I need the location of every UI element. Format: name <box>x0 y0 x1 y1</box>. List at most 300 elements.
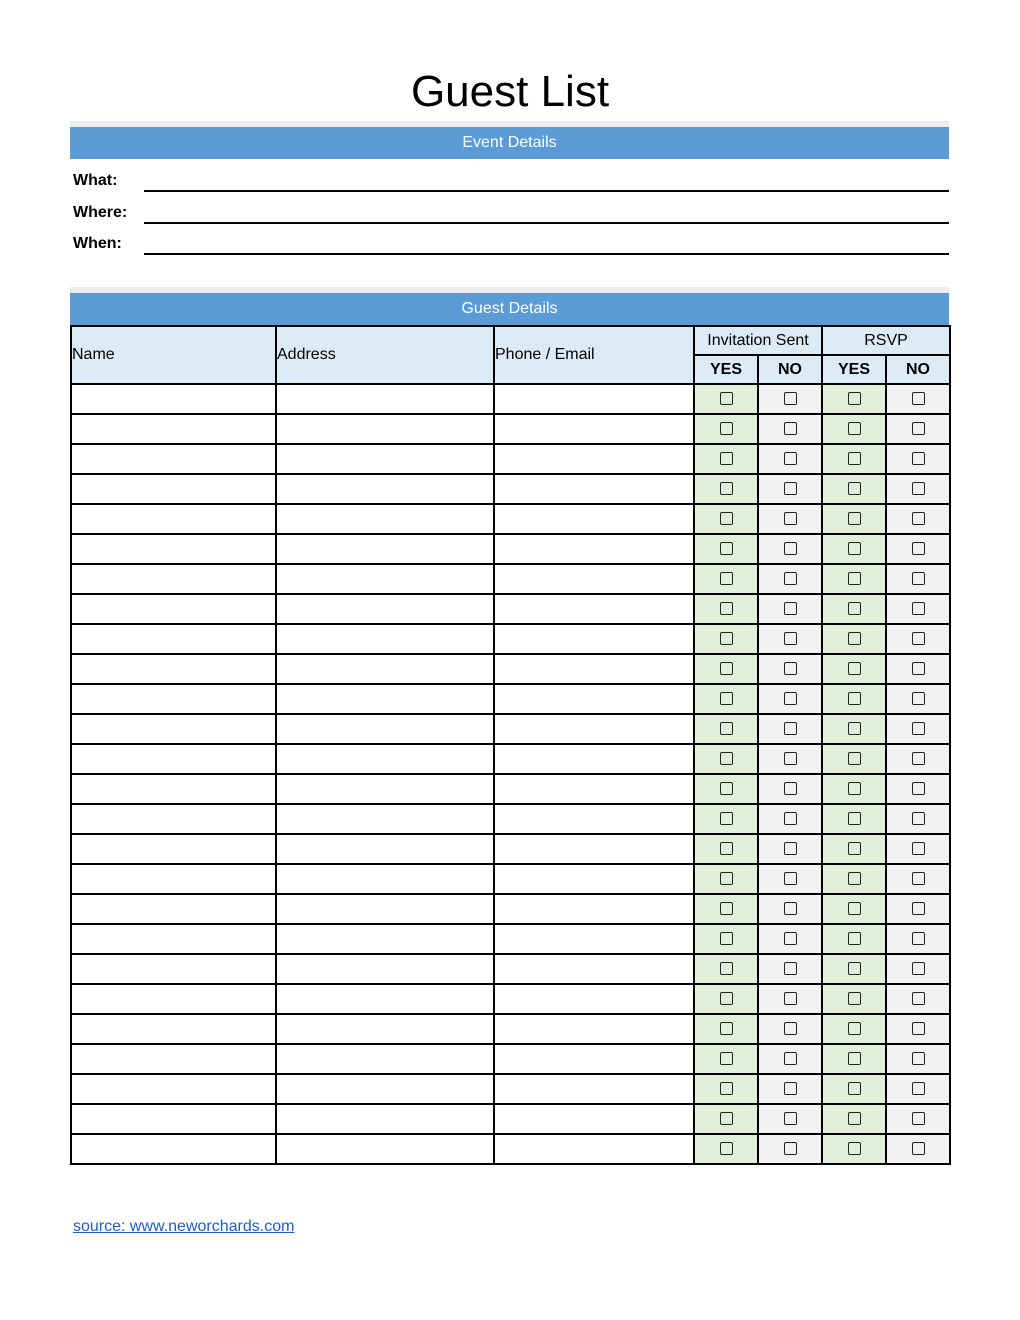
invitation-yes-checkbox[interactable] <box>694 714 758 744</box>
checkbox-icon[interactable] <box>720 782 733 795</box>
invitation-no-checkbox[interactable] <box>758 654 822 684</box>
guest-address-cell[interactable] <box>276 1104 494 1134</box>
checkbox-icon[interactable] <box>912 722 925 735</box>
guest-contact-cell[interactable] <box>494 1104 694 1134</box>
rsvp-yes-checkbox[interactable] <box>822 954 886 984</box>
checkbox-icon[interactable] <box>720 1082 733 1095</box>
checkbox-icon[interactable] <box>848 1112 861 1125</box>
guest-contact-cell[interactable] <box>494 954 694 984</box>
guest-contact-cell[interactable] <box>494 714 694 744</box>
rsvp-no-checkbox[interactable] <box>886 534 950 564</box>
checkbox-icon[interactable] <box>784 1022 797 1035</box>
invitation-yes-checkbox[interactable] <box>694 504 758 534</box>
guest-address-cell[interactable] <box>276 864 494 894</box>
guest-name-cell[interactable] <box>71 654 276 684</box>
rsvp-no-checkbox[interactable] <box>886 594 950 624</box>
checkbox-icon[interactable] <box>848 1082 861 1095</box>
guest-name-cell[interactable] <box>71 624 276 654</box>
invitation-no-checkbox[interactable] <box>758 1134 822 1164</box>
checkbox-icon[interactable] <box>912 842 925 855</box>
invitation-yes-checkbox[interactable] <box>694 984 758 1014</box>
invitation-yes-checkbox[interactable] <box>694 954 758 984</box>
rsvp-no-checkbox[interactable] <box>886 654 950 684</box>
rsvp-yes-checkbox[interactable] <box>822 684 886 714</box>
invitation-no-checkbox[interactable] <box>758 924 822 954</box>
invitation-yes-checkbox[interactable] <box>694 1044 758 1074</box>
checkbox-icon[interactable] <box>912 422 925 435</box>
checkbox-icon[interactable] <box>720 692 733 705</box>
invitation-no-checkbox[interactable] <box>758 1074 822 1104</box>
checkbox-icon[interactable] <box>720 1052 733 1065</box>
checkbox-icon[interactable] <box>720 722 733 735</box>
rsvp-yes-checkbox[interactable] <box>822 894 886 924</box>
rsvp-no-checkbox[interactable] <box>886 1014 950 1044</box>
invitation-no-checkbox[interactable] <box>758 954 822 984</box>
invitation-yes-checkbox[interactable] <box>694 1104 758 1134</box>
checkbox-icon[interactable] <box>720 662 733 675</box>
guest-address-cell[interactable] <box>276 594 494 624</box>
checkbox-icon[interactable] <box>784 1142 797 1155</box>
guest-contact-cell[interactable] <box>494 744 694 774</box>
rsvp-yes-checkbox[interactable] <box>822 1104 886 1134</box>
checkbox-icon[interactable] <box>784 722 797 735</box>
guest-contact-cell[interactable] <box>494 504 694 534</box>
invitation-no-checkbox[interactable] <box>758 624 822 654</box>
checkbox-icon[interactable] <box>720 422 733 435</box>
invitation-yes-checkbox[interactable] <box>694 444 758 474</box>
rsvp-yes-checkbox[interactable] <box>822 714 886 744</box>
guest-contact-cell[interactable] <box>494 1014 694 1044</box>
rsvp-no-checkbox[interactable] <box>886 564 950 594</box>
rsvp-yes-checkbox[interactable] <box>822 804 886 834</box>
guest-name-cell[interactable] <box>71 714 276 744</box>
rsvp-no-checkbox[interactable] <box>886 684 950 714</box>
checkbox-icon[interactable] <box>720 572 733 585</box>
rsvp-no-checkbox[interactable] <box>886 414 950 444</box>
checkbox-icon[interactable] <box>912 542 925 555</box>
checkbox-icon[interactable] <box>784 392 797 405</box>
guest-name-cell[interactable] <box>71 984 276 1014</box>
checkbox-icon[interactable] <box>720 992 733 1005</box>
checkbox-icon[interactable] <box>720 1022 733 1035</box>
guest-address-cell[interactable] <box>276 534 494 564</box>
rsvp-yes-checkbox[interactable] <box>822 624 886 654</box>
rsvp-yes-checkbox[interactable] <box>822 384 886 414</box>
invitation-yes-checkbox[interactable] <box>694 1074 758 1104</box>
guest-contact-cell[interactable] <box>494 534 694 564</box>
guest-address-cell[interactable] <box>276 504 494 534</box>
guest-name-cell[interactable] <box>71 414 276 444</box>
rsvp-no-checkbox[interactable] <box>886 714 950 744</box>
checkbox-icon[interactable] <box>720 542 733 555</box>
invitation-yes-checkbox[interactable] <box>694 894 758 924</box>
guest-contact-cell[interactable] <box>494 924 694 954</box>
guest-address-cell[interactable] <box>276 1014 494 1044</box>
checkbox-icon[interactable] <box>848 512 861 525</box>
rsvp-no-checkbox[interactable] <box>886 834 950 864</box>
checkbox-icon[interactable] <box>848 1052 861 1065</box>
checkbox-icon[interactable] <box>784 782 797 795</box>
checkbox-icon[interactable] <box>912 992 925 1005</box>
checkbox-icon[interactable] <box>848 692 861 705</box>
rsvp-no-checkbox[interactable] <box>886 954 950 984</box>
guest-address-cell[interactable] <box>276 984 494 1014</box>
rsvp-no-checkbox[interactable] <box>886 444 950 474</box>
rsvp-yes-checkbox[interactable] <box>822 924 886 954</box>
rsvp-no-checkbox[interactable] <box>886 624 950 654</box>
invitation-yes-checkbox[interactable] <box>694 1014 758 1044</box>
guest-name-cell[interactable] <box>71 444 276 474</box>
invitation-no-checkbox[interactable] <box>758 714 822 744</box>
page-title: Guest List <box>410 67 610 116</box>
guest-name-cell[interactable] <box>71 1074 276 1104</box>
checkbox-icon[interactable] <box>912 602 925 615</box>
guest-name-cell[interactable] <box>71 804 276 834</box>
source-link[interactable]: source: www.neworchards.com <box>73 1218 295 1235</box>
rsvp-yes-checkbox[interactable] <box>822 744 886 774</box>
rsvp-no-checkbox[interactable] <box>886 894 950 924</box>
checkbox-icon[interactable] <box>784 512 797 525</box>
guest-name-cell[interactable] <box>71 954 276 984</box>
checkbox-icon[interactable] <box>912 1082 925 1095</box>
rsvp-no-checkbox[interactable] <box>886 1074 950 1104</box>
guest-name-cell[interactable] <box>71 474 276 504</box>
checkbox-icon[interactable] <box>912 572 925 585</box>
guest-address-cell[interactable] <box>276 894 494 924</box>
table-row <box>71 504 950 534</box>
guest-name-cell[interactable] <box>71 894 276 924</box>
guest-address-cell[interactable] <box>276 624 494 654</box>
checkbox-icon[interactable] <box>720 932 733 945</box>
invitation-yes-checkbox[interactable] <box>694 414 758 444</box>
invitation-no-checkbox[interactable] <box>758 984 822 1014</box>
invitation-yes-checkbox[interactable] <box>694 474 758 504</box>
checkbox-icon[interactable] <box>848 392 861 405</box>
invitation-yes-checkbox[interactable] <box>694 744 758 774</box>
rsvp-no-checkbox[interactable] <box>886 384 950 414</box>
checkbox-icon[interactable] <box>784 1112 797 1125</box>
guest-contact-cell[interactable] <box>494 864 694 894</box>
rsvp-no-checkbox[interactable] <box>886 864 950 894</box>
rsvp-no-checkbox[interactable] <box>886 774 950 804</box>
rsvp-no-checkbox[interactable] <box>886 924 950 954</box>
guest-address-cell[interactable] <box>276 834 494 864</box>
checkbox-icon[interactable] <box>912 902 925 915</box>
checkbox-icon[interactable] <box>784 962 797 975</box>
rsvp-yes-checkbox[interactable] <box>822 444 886 474</box>
table-row <box>71 534 950 564</box>
invitation-no-checkbox[interactable] <box>758 864 822 894</box>
checkbox-icon[interactable] <box>720 1112 733 1125</box>
checkbox-icon[interactable] <box>720 392 733 405</box>
checkbox-icon[interactable] <box>912 452 925 465</box>
checkbox-icon[interactable] <box>784 572 797 585</box>
invitation-no-checkbox[interactable] <box>758 384 822 414</box>
guest-contact-cell[interactable] <box>494 444 694 474</box>
invitation-yes-checkbox[interactable] <box>694 534 758 564</box>
checkbox-icon[interactable] <box>784 872 797 885</box>
checkbox-icon[interactable] <box>912 1142 925 1155</box>
checkbox-icon[interactable] <box>848 932 861 945</box>
rsvp-yes-checkbox[interactable] <box>822 414 886 444</box>
guest-name-cell[interactable] <box>71 534 276 564</box>
rsvp-yes-checkbox[interactable] <box>822 564 886 594</box>
guest-address-cell[interactable] <box>276 1044 494 1074</box>
invitation-no-checkbox[interactable] <box>758 504 822 534</box>
checkbox-icon[interactable] <box>848 902 861 915</box>
checkbox-icon[interactable] <box>912 482 925 495</box>
guest-name-cell[interactable] <box>71 1104 276 1134</box>
table-row <box>71 444 950 474</box>
invitation-no-checkbox[interactable] <box>758 594 822 624</box>
guest-address-cell[interactable] <box>276 1074 494 1104</box>
checkbox-icon[interactable] <box>912 872 925 885</box>
rsvp-no-checkbox[interactable] <box>886 474 950 504</box>
guest-address-cell[interactable] <box>276 1134 494 1164</box>
invitation-no-checkbox[interactable] <box>758 564 822 594</box>
checkbox-icon[interactable] <box>784 692 797 705</box>
guest-name-cell[interactable] <box>71 774 276 804</box>
guest-name-cell[interactable] <box>71 834 276 864</box>
guest-contact-cell[interactable] <box>494 564 694 594</box>
guest-address-cell[interactable] <box>276 774 494 804</box>
guest-name-cell[interactable] <box>71 684 276 714</box>
checkbox-icon[interactable] <box>848 1022 861 1035</box>
guest-contact-cell[interactable] <box>494 684 694 714</box>
checkbox-icon[interactable] <box>912 1112 925 1125</box>
rsvp-yes-checkbox[interactable] <box>822 984 886 1014</box>
guest-contact-cell[interactable] <box>494 1134 694 1164</box>
checkbox-icon[interactable] <box>912 692 925 705</box>
invitation-no-checkbox[interactable] <box>758 444 822 474</box>
checkbox-icon[interactable] <box>912 662 925 675</box>
checkbox-icon[interactable] <box>720 482 733 495</box>
guest-name-cell[interactable] <box>71 564 276 594</box>
checkbox-icon[interactable] <box>848 452 861 465</box>
guest-address-cell[interactable] <box>276 474 494 504</box>
guest-address-cell[interactable] <box>276 744 494 774</box>
checkbox-icon[interactable] <box>784 902 797 915</box>
checkbox-icon[interactable] <box>848 572 861 585</box>
rsvp-yes-checkbox[interactable] <box>822 1014 886 1044</box>
invitation-no-checkbox[interactable] <box>758 1104 822 1134</box>
invitation-no-checkbox[interactable] <box>758 1014 822 1044</box>
rsvp-yes-checkbox[interactable] <box>822 864 886 894</box>
checkbox-icon[interactable] <box>912 392 925 405</box>
checkbox-icon[interactable] <box>720 842 733 855</box>
rsvp-no-checkbox[interactable] <box>886 744 950 774</box>
checkbox-icon[interactable] <box>848 782 861 795</box>
rsvp-no-checkbox[interactable] <box>886 1044 950 1074</box>
invitation-no-checkbox[interactable] <box>758 534 822 564</box>
checkbox-icon[interactable] <box>848 662 861 675</box>
checkbox-icon[interactable] <box>848 542 861 555</box>
checkbox-icon[interactable] <box>912 782 925 795</box>
rsvp-yes-checkbox[interactable] <box>822 1134 886 1164</box>
guest-address-cell[interactable] <box>276 684 494 714</box>
table-row <box>71 684 950 714</box>
checkbox-icon[interactable] <box>720 872 733 885</box>
guest-contact-cell[interactable] <box>494 384 694 414</box>
guest-contact-cell[interactable] <box>494 774 694 804</box>
checkbox-icon[interactable] <box>848 422 861 435</box>
checkbox-icon[interactable] <box>784 662 797 675</box>
checkbox-icon[interactable] <box>848 872 861 885</box>
checkbox-icon[interactable] <box>848 602 861 615</box>
invitation-yes-checkbox[interactable] <box>694 624 758 654</box>
rsvp-no-checkbox[interactable] <box>886 1104 950 1134</box>
checkbox-icon[interactable] <box>720 452 733 465</box>
checkbox-icon[interactable] <box>912 512 925 525</box>
invitation-no-checkbox[interactable] <box>758 414 822 444</box>
guest-name-cell[interactable] <box>71 1134 276 1164</box>
invitation-no-checkbox[interactable] <box>758 804 822 834</box>
guest-address-cell[interactable] <box>276 804 494 834</box>
checkbox-icon[interactable] <box>912 932 925 945</box>
guest-contact-cell[interactable] <box>494 414 694 444</box>
checkbox-icon[interactable] <box>912 962 925 975</box>
checkbox-icon[interactable] <box>720 812 733 825</box>
checkbox-icon[interactable] <box>848 992 861 1005</box>
checkbox-icon[interactable] <box>848 812 861 825</box>
guest-address-cell[interactable] <box>276 444 494 474</box>
guest-address-cell[interactable] <box>276 564 494 594</box>
guest-details-header: Guest Details <box>70 293 949 325</box>
checkbox-icon[interactable] <box>784 422 797 435</box>
guest-address-cell[interactable] <box>276 384 494 414</box>
invitation-no-checkbox[interactable] <box>758 474 822 504</box>
guest-name-cell[interactable] <box>71 864 276 894</box>
rsvp-yes-checkbox[interactable] <box>822 594 886 624</box>
checkbox-icon[interactable] <box>784 1082 797 1095</box>
invitation-yes-checkbox[interactable] <box>694 834 758 864</box>
guest-address-cell[interactable] <box>276 924 494 954</box>
checkbox-icon[interactable] <box>720 752 733 765</box>
guest-address-cell[interactable] <box>276 954 494 984</box>
checkbox-icon[interactable] <box>848 752 861 765</box>
guest-contact-cell[interactable] <box>494 1044 694 1074</box>
rsvp-yes-checkbox[interactable] <box>822 474 886 504</box>
invitation-no-checkbox[interactable] <box>758 1044 822 1074</box>
checkbox-icon[interactable] <box>720 602 733 615</box>
checkbox-icon[interactable] <box>784 632 797 645</box>
invitation-yes-checkbox[interactable] <box>694 924 758 954</box>
checkbox-icon[interactable] <box>912 1022 925 1035</box>
rsvp-yes-checkbox[interactable] <box>822 774 886 804</box>
guest-contact-cell[interactable] <box>494 804 694 834</box>
checkbox-icon[interactable] <box>720 512 733 525</box>
invitation-yes-checkbox[interactable] <box>694 774 758 804</box>
guest-contact-cell[interactable] <box>494 894 694 924</box>
checkbox-icon[interactable] <box>720 962 733 975</box>
guest-address-cell[interactable] <box>276 414 494 444</box>
guest-contact-cell[interactable] <box>494 984 694 1014</box>
when-label: When: <box>73 235 122 252</box>
checkbox-icon[interactable] <box>784 542 797 555</box>
checkbox-icon[interactable] <box>784 452 797 465</box>
checkbox-icon[interactable] <box>848 842 861 855</box>
guest-name-cell[interactable] <box>71 1044 276 1074</box>
guest-contact-cell[interactable] <box>494 1074 694 1104</box>
invitation-yes-checkbox[interactable] <box>694 654 758 684</box>
where-input-line[interactable] <box>144 222 949 224</box>
where-label: Where: <box>73 204 128 221</box>
when-input-line[interactable] <box>144 253 949 255</box>
rsvp-yes-checkbox[interactable] <box>822 1044 886 1074</box>
guest-contact-cell[interactable] <box>494 474 694 504</box>
guest-name-cell[interactable] <box>71 594 276 624</box>
table-row <box>71 744 950 774</box>
checkbox-icon[interactable] <box>912 632 925 645</box>
rsvp-yes-checkbox[interactable] <box>822 504 886 534</box>
rsvp-yes-checkbox[interactable] <box>822 534 886 564</box>
rsvp-no-checkbox[interactable] <box>886 1134 950 1164</box>
rsvp-no-checkbox[interactable] <box>886 984 950 1014</box>
rsvp-no-checkbox[interactable] <box>886 504 950 534</box>
rsvp-yes-checkbox[interactable] <box>822 654 886 684</box>
invitation-yes-checkbox[interactable] <box>694 864 758 894</box>
guest-contact-cell[interactable] <box>494 594 694 624</box>
guest-contact-cell[interactable] <box>494 654 694 684</box>
invitation-yes-checkbox[interactable] <box>694 684 758 714</box>
invitation-no-checkbox[interactable] <box>758 774 822 804</box>
checkbox-icon[interactable] <box>912 1052 925 1065</box>
checkbox-icon[interactable] <box>784 812 797 825</box>
table-row <box>71 1014 950 1044</box>
checkbox-icon[interactable] <box>848 482 861 495</box>
invitation-no-checkbox[interactable] <box>758 744 822 774</box>
rsvp-no-checkbox[interactable] <box>886 804 950 834</box>
guest-name-cell[interactable] <box>71 924 276 954</box>
invitation-yes-checkbox[interactable] <box>694 384 758 414</box>
checkbox-icon[interactable] <box>784 752 797 765</box>
guest-contact-cell[interactable] <box>494 624 694 654</box>
checkbox-icon[interactable] <box>720 1142 733 1155</box>
checkbox-icon[interactable] <box>784 932 797 945</box>
checkbox-icon[interactable] <box>720 632 733 645</box>
guest-name-cell[interactable] <box>71 504 276 534</box>
guest-contact-cell[interactable] <box>494 834 694 864</box>
invitation-yes-checkbox[interactable] <box>694 1134 758 1164</box>
checkbox-icon[interactable] <box>720 902 733 915</box>
guest-address-cell[interactable] <box>276 714 494 744</box>
invitation-no-checkbox[interactable] <box>758 894 822 924</box>
checkbox-icon[interactable] <box>784 1052 797 1065</box>
invitation-yes-checkbox[interactable] <box>694 804 758 834</box>
guest-name-cell[interactable] <box>71 744 276 774</box>
guest-name-cell[interactable] <box>71 1014 276 1044</box>
rsvp-yes-checkbox[interactable] <box>822 834 886 864</box>
checkbox-icon[interactable] <box>784 842 797 855</box>
checkbox-icon[interactable] <box>848 1142 861 1155</box>
checkbox-icon[interactable] <box>848 962 861 975</box>
invitation-yes-checkbox[interactable] <box>694 594 758 624</box>
checkbox-icon[interactable] <box>912 812 925 825</box>
invitation-yes-checkbox[interactable] <box>694 564 758 594</box>
checkbox-icon[interactable] <box>784 992 797 1005</box>
guest-address-cell[interactable] <box>276 654 494 684</box>
checkbox-icon[interactable] <box>784 482 797 495</box>
rsvp-yes-checkbox[interactable] <box>822 1074 886 1104</box>
checkbox-icon[interactable] <box>848 632 861 645</box>
guest-name-cell[interactable] <box>71 384 276 414</box>
checkbox-icon[interactable] <box>912 752 925 765</box>
checkbox-icon[interactable] <box>848 722 861 735</box>
checkbox-icon[interactable] <box>784 602 797 615</box>
invitation-no-checkbox[interactable] <box>758 684 822 714</box>
what-input-line[interactable] <box>144 190 949 192</box>
invitation-no-checkbox[interactable] <box>758 834 822 864</box>
